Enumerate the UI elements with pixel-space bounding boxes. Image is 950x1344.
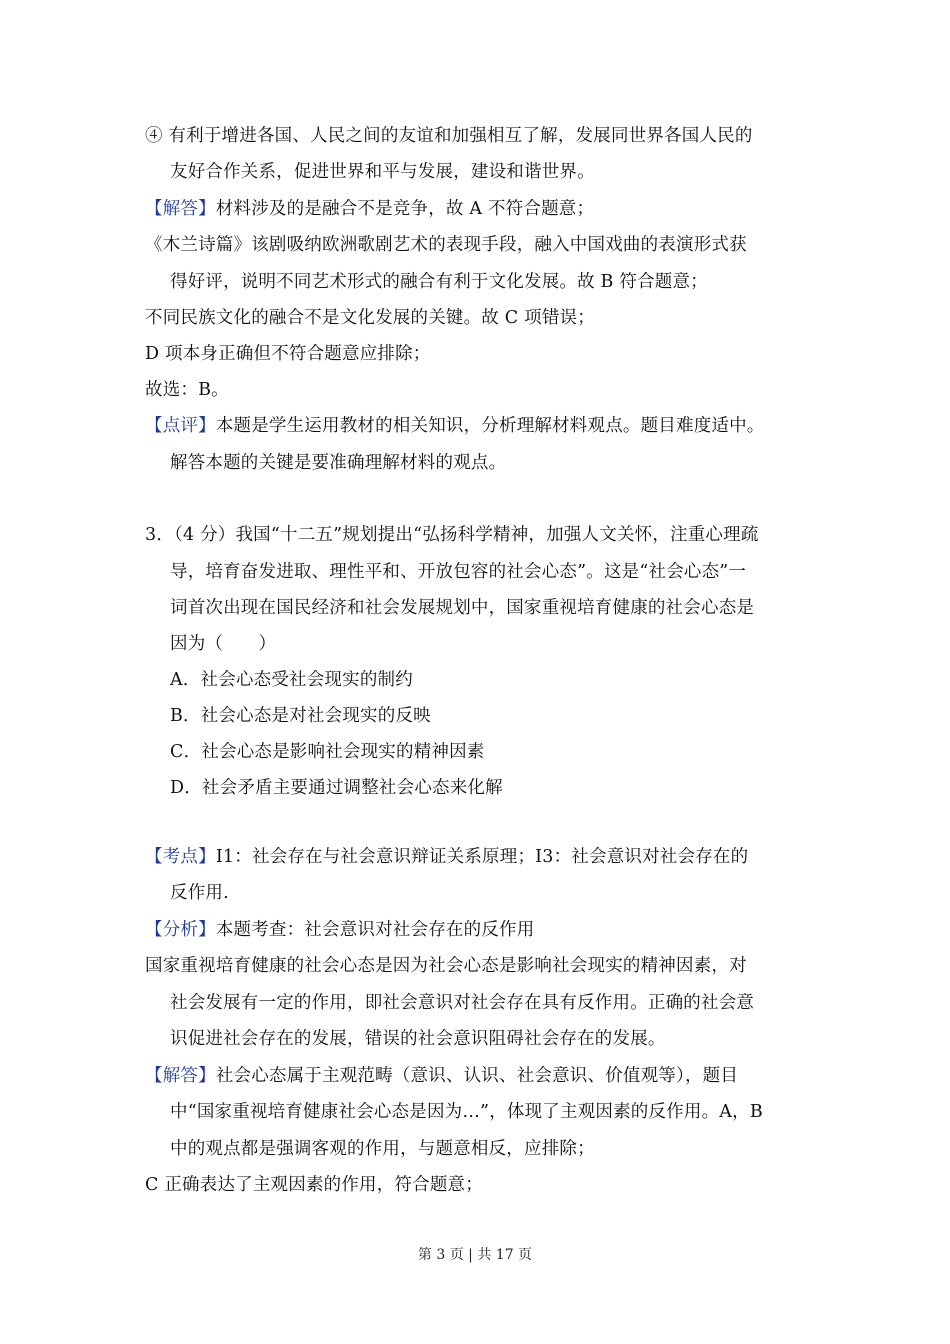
- option-a: A．社会心态受社会现实的制约: [170, 670, 413, 690]
- section-tag-analysis: 【分析】: [145, 920, 216, 940]
- section-tag-answer: 【解答】: [145, 1066, 216, 1086]
- text-line: C 正确表达了主观因素的作用，符合题意；: [145, 1175, 483, 1195]
- question-stem: 导，培育奋发进取、理性平和、开放包容的社会心态”。这是“社会心态”一: [170, 562, 747, 582]
- text-line: 反作用.: [170, 883, 229, 903]
- question-stem: 词首次出现在国民经济和社会发展规划中，国家重视培育健康的社会心态是: [170, 598, 755, 618]
- text-line: 解答本题的关键是要准确理解材料的观点。: [170, 453, 507, 473]
- text-line: 中“国家重视培育健康社会心态是因为…”，体现了主观因素的反作用。A，B: [170, 1102, 763, 1122]
- text-line: 【点评】本题是学生运用教材的相关知识，分析理解材料观点。题目难度适中。: [145, 416, 765, 436]
- section-tag-answer: 【解答】: [145, 199, 216, 219]
- section-tag-key-point: 【考点】: [145, 847, 216, 867]
- text-line: ④ 有利于增进各国、人民之间的友谊和加强相互了解，发展同世界各国人民的: [145, 126, 753, 146]
- question-stem: 3．（4 分）我国“十二五”规划提出“弘扬科学精神，加强人文关怀，注重心理疏: [145, 525, 759, 545]
- text-line: 故选：B。: [145, 380, 229, 400]
- text-line: 中的观点都是强调客观的作用，与题意相反，应排除；: [170, 1139, 595, 1159]
- text-line: 《木兰诗篇》该剧吸纳欧洲歌剧艺术的表现手段，融入中国戏曲的表演形式获: [145, 235, 747, 255]
- page-footer: 第 3 页 | 共 17 页: [417, 1247, 533, 1263]
- option-d: D．社会矛盾主要通过调整社会心态来化解: [170, 778, 503, 798]
- text-line: 友好合作关系，促进世界和平与发展，建设和谐世界。: [170, 162, 595, 182]
- text-line: 识促进社会存在的发展，错误的社会意识阻碍社会存在的发展。: [170, 1029, 666, 1049]
- text-line: 社会发展有一定的作用，即社会意识对社会存在具有反作用。正确的社会意: [170, 993, 755, 1013]
- text-line: 国家重视培育健康的社会心态是因为社会心态是影响社会现实的精神因素，对: [145, 956, 747, 976]
- text-line: 【考点】I1：社会存在与社会意识辩证关系原理；I3：社会意识对社会存在的: [145, 847, 749, 867]
- section-tag-comment: 【点评】: [145, 416, 216, 436]
- option-b: B．社会心态是对社会现实的反映: [170, 706, 431, 726]
- text-line: 【解答】材料涉及的是融合不是竞争，故 A 不符合题意；: [145, 199, 595, 219]
- text-line: 【解答】社会心态属于主观范畴（意识、认识、社会意识、价值观等），题目: [145, 1066, 739, 1086]
- text-line: 得好评，说明不同艺术形式的融合有利于文化发展。故 B 符合题意；: [170, 272, 708, 292]
- text-line: 【分析】本题考查：社会意识对社会存在的反作用: [145, 920, 535, 940]
- text-line: D 项本身正确但不符合题意应排除；: [145, 344, 431, 364]
- text-line: 不同民族文化的融合不是文化发展的关键。故 C 项错误；: [145, 308, 595, 328]
- question-stem: 因为（ ）: [170, 634, 277, 654]
- option-c: C．社会心态是影响社会现实的精神因素: [170, 742, 485, 762]
